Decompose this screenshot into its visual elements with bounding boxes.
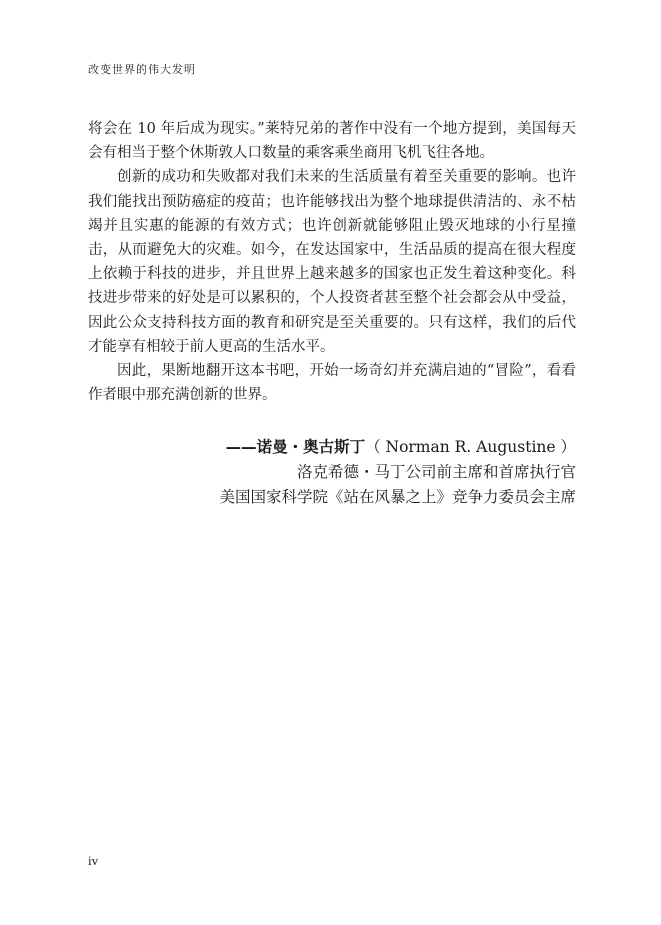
running-header: 改变世界的伟大发明 [88, 63, 196, 76]
signature-name-line [219, 435, 576, 460]
signature-dash: —— [225, 438, 257, 456]
signature-english-name: （ Norman R. Augustine ） [365, 438, 576, 456]
signature-block [219, 435, 576, 510]
signature-name: 诺曼・奥古斯丁 [256, 438, 366, 456]
paragraph-continued: 将会在 10 年后成为现实。”莱特兄弟的著作中没有一个地方提到，美国每天会有相当于整个休斯敦人口数量的乘客乘坐商用飞机飞往各地。 [88, 121, 576, 162]
page-number: iv [88, 853, 99, 868]
body-text [88, 117, 576, 407]
paragraph-innovation: 创新的成功和失败都对我们未来的生活质量有着至关重要的影响。也许我们能找出预防癌症的疫苗；也许能够找出为整个地球提供清洁的、永不枯竭并且实惠的能源的有效方式；也许创新就能够阻止毁灭地球的小行星撞击，从而避免大的灾难。如今，在发达国家中，生活品质的提高在很大程度上依赖于科技的进步，并且世界上越来越多的国家也正发生着这种变化。科技进步带来的好处是可以累积的，个人投资者甚至整个社会都会从中受益，因此公众支持科技方面的教育和研究是至关重要的。只有这样，我们的后代才能享有相较于前人更高的生活水平。 [88, 169, 576, 355]
signature-title-2: 美国国家科学院《站在风暴之上》竞争力委员会主席 [219, 488, 576, 506]
paragraph-conclusion: 因此，果断地翻开这本书吧，开始一场奇幻并充满启迪的“冒险”，看看作者眼中那充满创新的世界。 [88, 363, 576, 404]
signature-title-1: 洛克希德・马丁公司前主席和首席执行官 [296, 463, 576, 481]
